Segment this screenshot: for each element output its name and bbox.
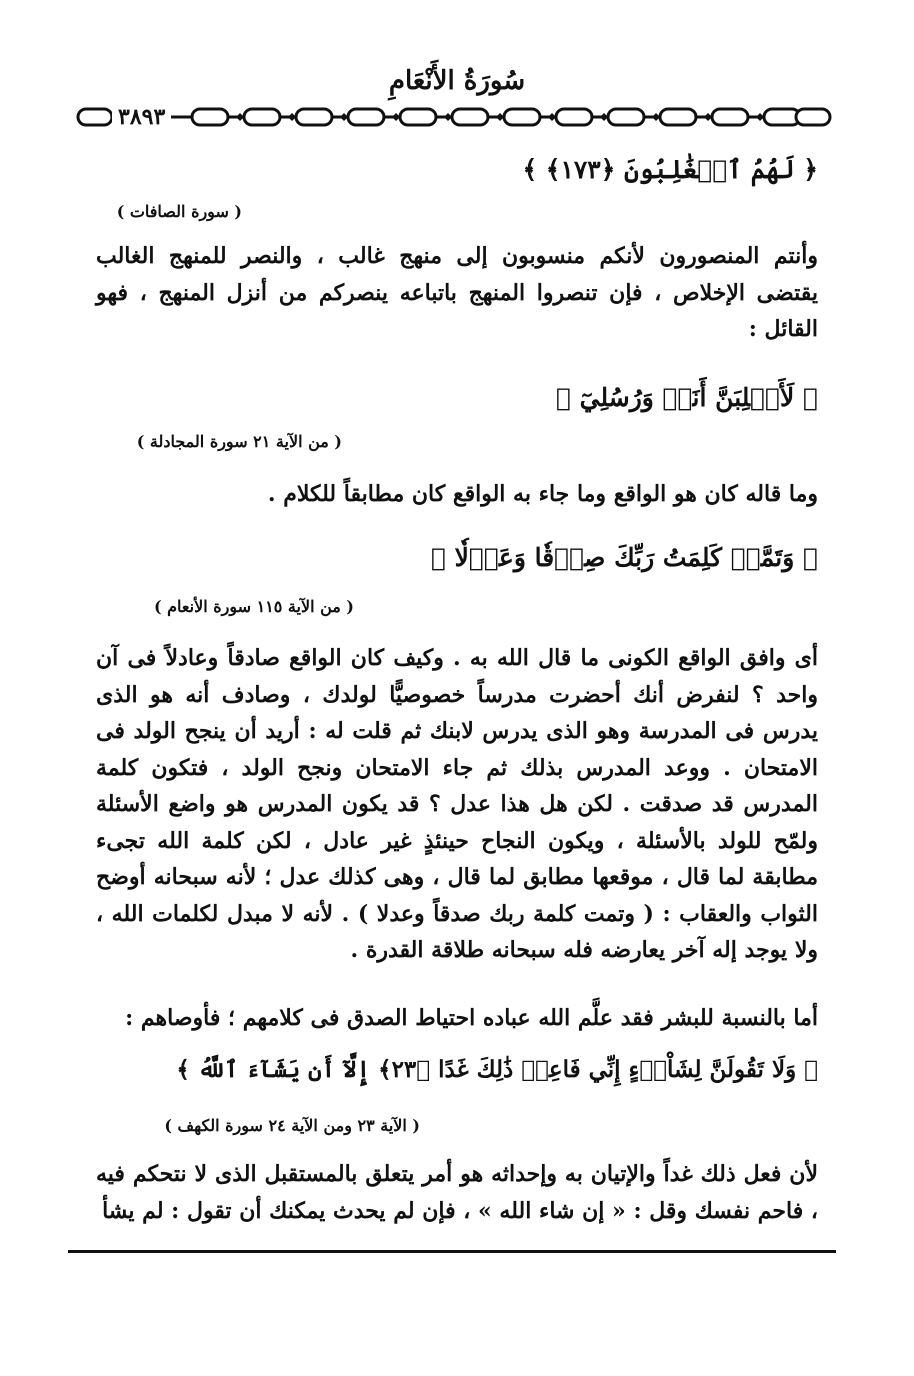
bottom-rule bbox=[68, 1250, 836, 1253]
verse-citation: ( من الآية ٢١ سورة المجادلة ) bbox=[136, 432, 342, 451]
paragraph: أى وافق الواقع الكونى ما قال الله به . وكيف كان الواقع صادقاً وعادلاً فى آن واحد ؟ لنفرض أنك أحضرت مدرساً خصوصيًّا لولدك ، وصادف أنه هو الذى يدرس فى المدرسة وهو الذى يدرس لابنك ثم قلت له : أريد أن ينجح الولد فى الامتحان . ووعد المدرس بذلك ثم جاء الامتحان ونجح الولد ، فتكون كلمة المدرس قد صدقت . لكن هل هذا عدل ؟ قد يكون المدرس هو واضع الأسئلة ولمّح للولد بالأسئلة ، ويكون النجاح حينئذٍ غير عادل ، لكن كلمة الله تجىء مطابقة لما قال ، موقعها مطابق لما قال ، وهى كذلك عدل ؛ لأنه سبحانه أوضح الثواب والعقاب : ( وتمت كلمة ربك صدقاً وعدلا ) . لأنه لا مبدل لكلمات الله ، ولا يوجد إله آخر يعارضه فله سبحانه طلاقة القدرة . bbox=[96, 645, 818, 963]
verse-citation: ( سورة الصافات ) bbox=[116, 202, 242, 221]
decorative-chain-border bbox=[74, 102, 834, 132]
verse-citation: ( الآية ٢٣ ومن الآية ٢٤ سورة الكهف ) bbox=[164, 1116, 420, 1135]
paragraph: لأن فعل ذلك غداً والإتيان به وإحداثه هو أمر يتعلق بالمستقبل الذى لا نتحكم فيه ، فاحم نفسك وقل : « إن شاء الله » ، فإن لم يحدث يمكنك أن تقول : لم يشأ bbox=[96, 1161, 818, 1224]
page-number: ٣٨٩٣ bbox=[112, 104, 171, 130]
quran-verse: ﴿ لَهُمُ ٱلۡغَٰلِبُونَ ﴿١٧٣﴾ ﴾ bbox=[522, 155, 818, 184]
paragraph: وما قاله كان هو الواقع وما جاء به الواقع كان مطابقاً للكلام . bbox=[267, 481, 818, 507]
quran-verse: ﴿ وَتَمَّتۡ كَلِمَتُ رَبِّكَ صِدۡقٗا وَعَدۡلٗا ﴾ bbox=[430, 543, 818, 572]
paragraph: أما بالنسبة للبشر فقد علَّم الله عباده احتياط الصدق فى كلامهم ؛ فأوصاهم : bbox=[125, 1005, 818, 1031]
quran-verse: ﴿ لَأَغۡلِبَنَّ أَنَا۠ وَرُسُلِيٓ ﴾ bbox=[555, 383, 818, 412]
paragraph: وأنتم المنصورون لأنكم منسوبون إلى منهج غالب ، والنصر للمنهج الغالب يقتضى الإخلاص ، فإن تنصروا المنهج باتباعه ينصركم من أنزل المنهج ، فهو القائل : bbox=[96, 243, 818, 342]
verse-citation: ( من الآية ١١٥ سورة الأنعام ) bbox=[153, 597, 354, 616]
surah-title: سُورَةُ الأَنْعَامِ bbox=[388, 66, 526, 96]
quran-verse: ﴿ وَلَا تَقُولَنَّ لِشَاْيۡءٍ إِنِّي فَاعِلٞ ذَٰلِكَ غَدًا ﴿٢٣﴾ إِلَّآ أَن يَشَآءَ ٱللَّهُ ﴾ bbox=[176, 1056, 818, 1083]
